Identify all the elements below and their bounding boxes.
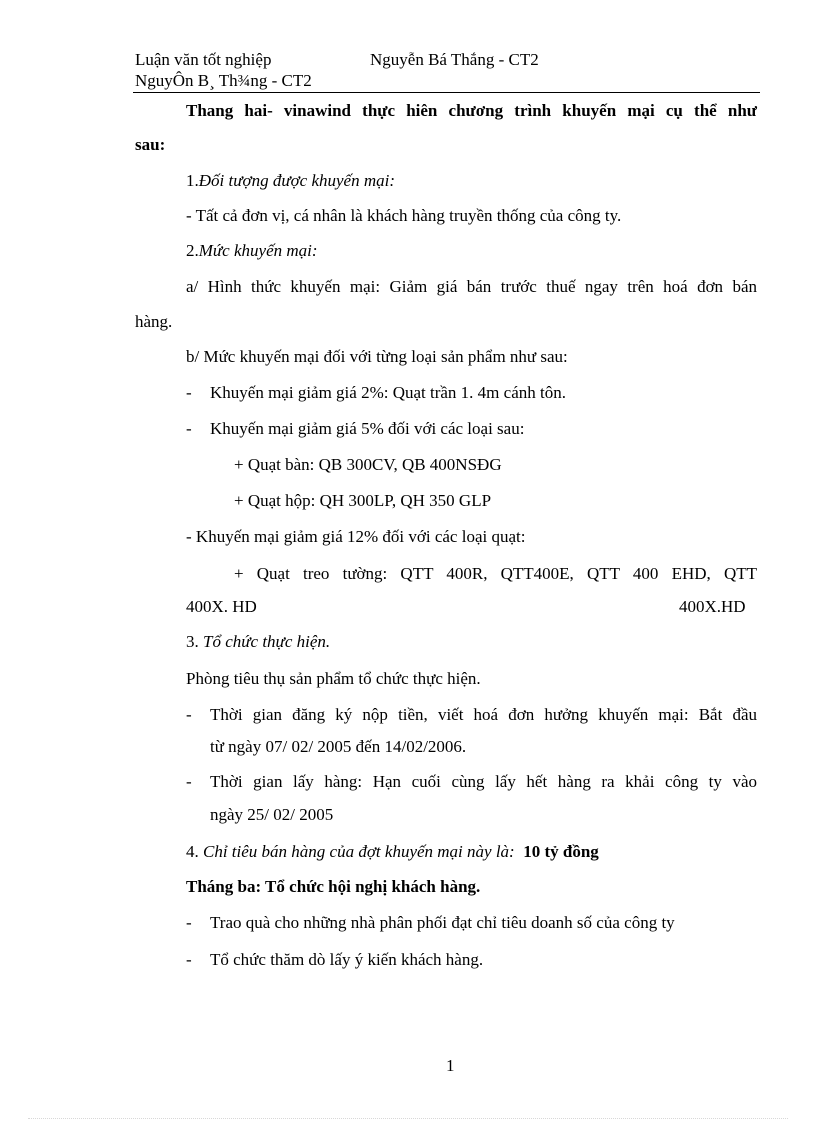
- dash-marker: -: [186, 383, 192, 402]
- dash-marker: -: [186, 419, 192, 438]
- dash-marker: -: [186, 950, 192, 969]
- bullet-time1-line1: Thời gian đăng ký nộp tiền, viết hoá đơn hưởng khuyến mại: Bắt đầu: [210, 705, 757, 724]
- item1-number: 1.: [186, 171, 199, 190]
- bullet-5pct: Khuyến mại giảm giá 5% đối với các loại sau:: [210, 419, 525, 438]
- item4-title: Chỉ tiêu bán hàng của đợt khuyến mại này là:: [203, 842, 515, 861]
- header-rule: [133, 92, 760, 93]
- item2-b-text: b/ Mức khuyến mại đối với từng loại sản phẩm như sau:: [186, 347, 568, 366]
- feb-heading-line1: Thang hai- vinawind thực hiên chương trình khuyến mại cụ thể như: [186, 101, 757, 120]
- mar-heading: Tháng ba: Tổ chức hội nghị khách hàng.: [186, 877, 481, 896]
- item4-gap: [515, 842, 524, 861]
- header-thesis-label: Luận văn tốt nghiệp: [135, 50, 272, 69]
- item4-number: 4.: [186, 842, 203, 861]
- dash-marker: -: [186, 772, 192, 791]
- bullet-time2-line1: Thời gian lấy hàng: Hạn cuối cùng lấy hết hàng ra khải công ty vào: [210, 772, 757, 791]
- item1-text: - Tất cả đơn vị, cá nhân là khách hàng truyền thống của công ty.: [186, 206, 622, 225]
- item1-title: Đối tượng được khuyến mại:: [198, 171, 396, 190]
- page-number: 1: [446, 1056, 455, 1075]
- bullet-time1-line2: từ ngày 07/ 02/ 2005 đến 14/02/2006.: [210, 737, 467, 756]
- item3-number: 3.: [186, 632, 203, 651]
- item4-line: [186, 842, 599, 862]
- plus-quat-treo-line2-left: 400X. HD: [186, 597, 257, 616]
- line-12pct: - Khuyến mại giảm giá 12% đối với các loại quạt:: [186, 527, 526, 546]
- item3-text: Phòng tiêu thụ sản phẩm tổ chức thực hiện.: [186, 669, 481, 688]
- item1-heading: [186, 171, 395, 191]
- dash-marker: -: [186, 913, 192, 932]
- plus-quat-hop: + Quạt hộp: QH 300LP, QH 350 GLP: [234, 491, 492, 510]
- header-author-garbled: NguyÔn B¸ Th¾ng - CT2: [135, 71, 312, 90]
- mar-bullet-survey: Tổ chức thăm dò lấy ý kiến khách hàng.: [210, 950, 484, 969]
- bullet-time2-line2: ngày 25/ 02/ 2005: [210, 805, 334, 824]
- bullet-2pct: Khuyến mại giảm giá 2%: Quạt trần 1. 4m cánh tôn.: [210, 383, 566, 402]
- plus-quat-treo-line1: + Quạt treo tường: QTT 400R, QTT400E, QTT 400 EHD, QTT: [234, 564, 757, 583]
- item4-value: 10 tỷ đồng: [523, 842, 599, 861]
- plus-quat-ban: + Quạt bàn: QB 300CV, QB 400NSĐG: [234, 455, 502, 474]
- plus-quat-treo-line2-right: 400X.HD: [679, 597, 746, 616]
- feb-heading-line2: sau:: [135, 135, 166, 154]
- item3-heading: [186, 632, 330, 652]
- header-author: Nguyễn Bá Thắng - CT2: [370, 50, 539, 69]
- item3-title: Tổ chức thực hiện.: [203, 632, 331, 651]
- page-bottom-rule: [28, 1118, 788, 1119]
- mar-bullet-gifts: Trao quà cho những nhà phân phối đạt chỉ tiêu doanh số của công ty: [210, 913, 675, 932]
- item2-a-line2: hàng.: [135, 312, 173, 331]
- item2-a-line1: a/ Hình thức khuyến mại: Giảm giá bán trước thuế ngay trên hoá đơn bán: [186, 277, 757, 296]
- item2-heading: [186, 241, 318, 261]
- item2-title: Mức khuyến mại:: [198, 241, 318, 260]
- dash-marker: -: [186, 705, 192, 724]
- item2-number: 2.: [186, 241, 199, 260]
